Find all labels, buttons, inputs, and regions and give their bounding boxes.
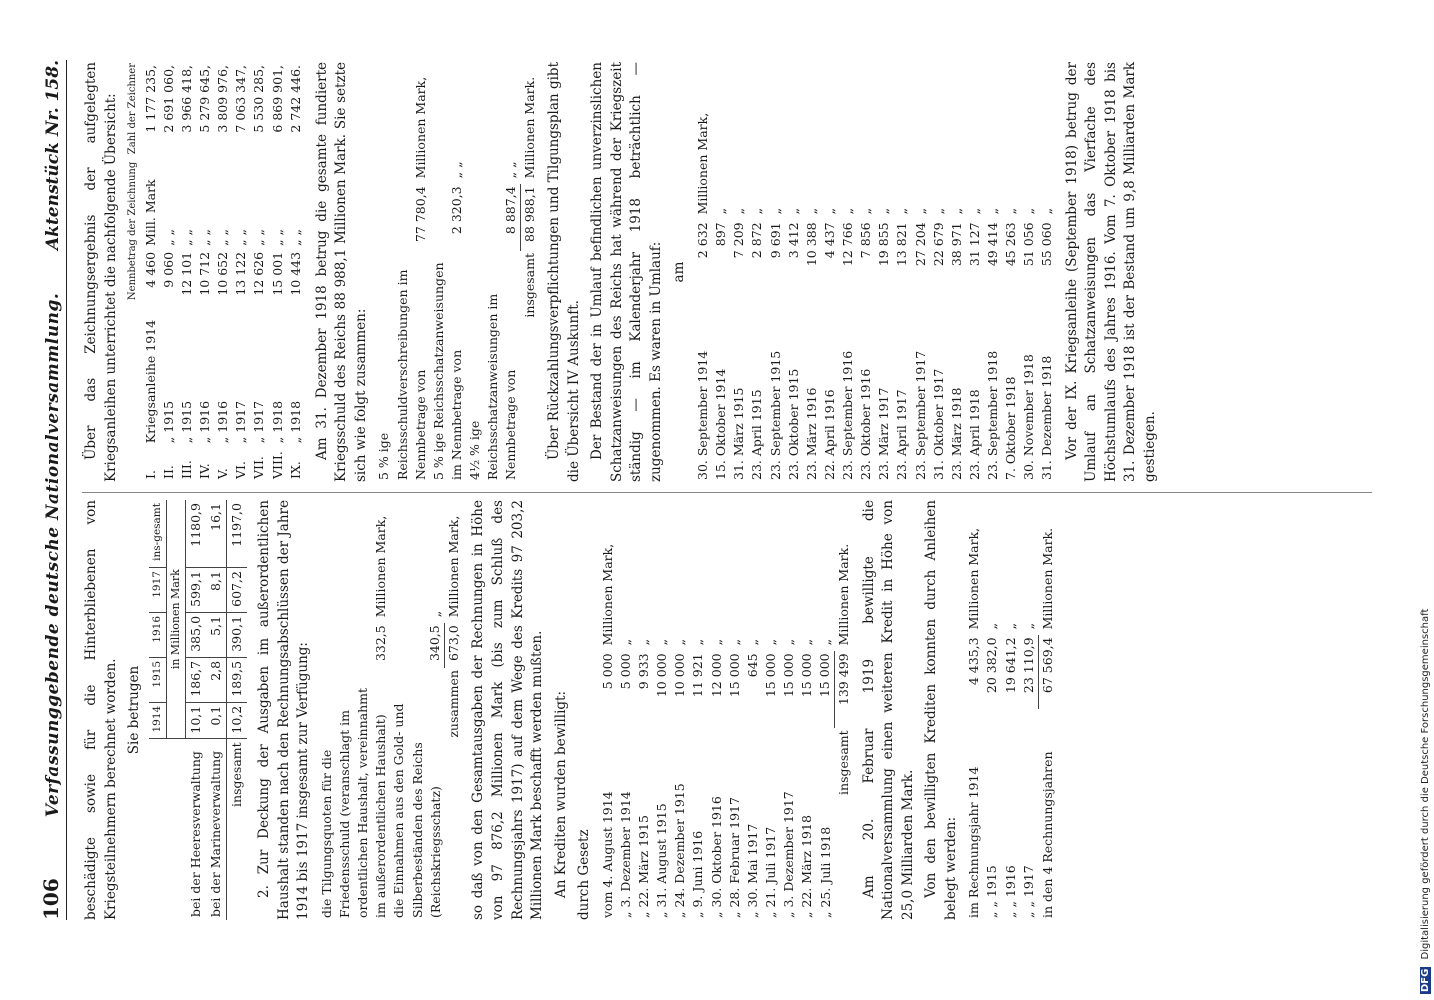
- sum-row: in den 4 Rechnungsjahren 67 569,4 Millionen Mark.: [1038, 500, 1057, 920]
- right-column: [82, 62, 1164, 482]
- table-row: „ 21. Juli 1917 15 000 „: [762, 638, 778, 918]
- table-row: 23. März 1918 38 971 „: [948, 207, 964, 480]
- table-row: 23. Oktober 1915 3 412 „: [785, 207, 801, 480]
- table-row: „ 3. Dezember 1914 5 000 „: [617, 638, 633, 918]
- table-row: „ 22. März 1918 15 000 „: [799, 638, 815, 918]
- para-tilgung: Über Rückzahlungsverpflichtungen und Tilgungsplan gibt die Übersicht IV Auskunft.: [546, 62, 582, 482]
- list-item: 5 % ige Reichsschuldverschreibungen im Nennbetrage von 77 780,4 Millionen Mark,: [376, 76, 428, 480]
- table-row: 23. September 1917 27 204 „: [912, 207, 928, 480]
- table-row: „ 22. März 1915 9 933 „: [636, 638, 652, 918]
- left-column: [82, 500, 1057, 920]
- table-row: II. „ 1915 9 060 „ „ 2 691 060,: [160, 65, 176, 479]
- page-header: [40, 60, 67, 920]
- table-row: V. „ 1916 10 652 „ „ 3 809 976,: [215, 65, 231, 479]
- column-divider: [82, 492, 1372, 493]
- para-kredit: so daß von den Gesamtausgaben der Rechnungen in Höhe von 97 876,2 Millionen Mark (bis zum Schluß des Rechnungsjahrs 1917) auf dem Wege des Kredits 97 203,2 Millionen Mark beschafft werden mußten.: [470, 500, 546, 920]
- table-row: 23. September 1915 9 691 „: [767, 207, 783, 480]
- col-header-nennbetrag: Nennbetrag der Zeichnung: [127, 161, 139, 301]
- table-row: 23. September 1918 49 414 „: [985, 207, 1000, 480]
- table-row: 31. Oktober 1917 22 679 „: [930, 207, 946, 480]
- col-header: 1916: [149, 612, 167, 657]
- kredite-heading: An Krediten wurden bewilligt:: [552, 690, 569, 898]
- table-row: „ 25. Juli 1918 15 000 „: [817, 638, 833, 918]
- table-row: 23. Oktober 1916 7 856 „: [858, 207, 874, 480]
- table-row: 23. März 1917 19 855 „: [876, 207, 892, 480]
- table-row: 23. April 1918 31 127 „: [966, 207, 982, 480]
- list-item: 5 % ige Reichsschatzanweisungen im Nennbetrage von 2 320,3 „ „: [430, 161, 464, 480]
- table-row: IV. „ 1916 10 712 „ „ 5 279 645,: [197, 65, 212, 479]
- table-row: 30. November 1918 51 056 „: [1021, 207, 1037, 480]
- col-header: 1914: [149, 702, 167, 739]
- right-intro: Über das Zeichnungsergebnis der aufgelegten Kriegsanleihen unterrichtet die nachfolgende Übersicht:: [83, 62, 119, 482]
- table-row: VII. „ 1917 12 626 „ „ 5 530 285,: [251, 65, 267, 479]
- table-row: „ „ 1917 23 110,9 „: [1020, 622, 1037, 918]
- table-row: „ 30. Mai 1917 645 „: [744, 638, 760, 918]
- dfg-credit-text: Digitalisierung gefördert durch die Deutsche Forschungsgemeinschaft: [1420, 608, 1431, 960]
- table-row: „ 9. Juni 1916 11 921 „: [690, 638, 706, 918]
- table-row: „ „ 1916 19 641,2 „: [1002, 622, 1018, 918]
- table-row: „ 30. Oktober 1916 12 000 „: [708, 638, 724, 918]
- para-final: Vor der IX. Kriegsanleihe (September 1918) betrug der Umlauf an Schatzanweisungen das Vierfache des Höchstumlaufs des Jahres 1916. Vom 7. Oktober 1918 bis 31. Dezember 1918 ist der Bestand um 9,8 Milliarden Mark gestiegen.: [1063, 62, 1158, 482]
- list-item: 4½ % ige Reichsschatzanweisungen im Nennbetrage von 8 887,4 „ „: [467, 161, 519, 480]
- table-row: im Rechnungsjahr 1914 4 435,3 Millionen Mark,: [966, 527, 982, 918]
- unit-label: in Millionen Mark: [166, 500, 185, 739]
- col-header: 1915: [149, 657, 167, 702]
- table-row: bei der Marineverwaltung 0,1 2,8 5,1 8,1 16,1: [206, 500, 227, 920]
- table-row: III. „ 1915 12 101 „ „ 3 966 418,: [178, 65, 194, 479]
- para-debt: Am 31. Dezember 1918 betrug die gesamte fundierte Kriegsschuld des Reichs 88 988,1 Millionen Mark. Sie setzte sich wie folgt zusammen:: [313, 62, 369, 482]
- table-row: 23. April 1917 13 821 „: [894, 207, 910, 480]
- table-row: „ 24. Dezember 1915 10 000 „: [672, 638, 688, 918]
- table-row: IX. „ 1918 10 443 „ „ 2 742 446.: [287, 65, 303, 479]
- sum-row: insgesamt 88 988,1 Millionen Mark.: [520, 62, 539, 482]
- list-item: die Tilgungsquoten für die Friedensschuld (veranschlagt im ordentlichen Haushalt, vereinnahmt im außerordentlichen Haushalt) 332,5 Millionen Mark,: [318, 515, 389, 918]
- debt-list: [375, 62, 539, 482]
- table-row: „ 3. Dezember 1917 15 000 „: [781, 638, 797, 918]
- anleihen-table: [965, 500, 1057, 920]
- para-anleihen: Von den bewilligten Krediten konnten durch Anleihen belegt werden:: [923, 500, 959, 920]
- table-row: VI. „ 1917 13 122 „ „ 7 063 347,: [233, 65, 249, 479]
- table-row: insgesamt 10,2 189,5 390,1 607,2 1197,0: [227, 500, 248, 920]
- table-row: „ „ 1915 20 382,0 „: [984, 622, 1000, 918]
- table-row: 23. September 1916 12 766 „: [840, 207, 855, 480]
- table-row: 30. September 1914 2 632 Millionen Mark,: [695, 112, 710, 480]
- bestand-table: [694, 62, 1057, 482]
- left-intro: beschädigte sowie für die Hinterbliebenen von Kriegsteilnehmern berechnet worden.: [83, 500, 119, 920]
- table-row: vom 4. August 1914 5 000 Millionen Mark,: [599, 543, 615, 918]
- table-row: „ 31. August 1915 10 000 „: [654, 638, 670, 918]
- sum-row: insgesamt 139 499 Millionen Mark.: [835, 500, 854, 920]
- col-header: ins-gesamt: [149, 500, 167, 568]
- table-row: 22. April 1916 4 437 „: [821, 207, 837, 480]
- table-row: 31. Dezember 1918 55 060 „: [1039, 207, 1055, 480]
- dfg-credit: [1418, 0, 1434, 1000]
- table-row: 7. Oktober 1918 45 263 „: [1003, 207, 1019, 480]
- expense-table: [149, 500, 248, 920]
- durch-gesetz: durch Gesetz: [576, 829, 593, 920]
- table-row: 15. Oktober 1914 897 „: [713, 207, 729, 480]
- credits-table: [599, 500, 854, 920]
- dfg-logo: DFG: [1420, 968, 1431, 992]
- sie-betrugen: Sie betrugen: [126, 665, 143, 755]
- table-row: 23. März 1916 10 388 „: [803, 207, 819, 480]
- running-title: Verfassunggebende deutsche Nationalversammlung.: [43, 292, 64, 818]
- para-februar: Am 20. Februar 1919 bewilligte die Nationalversammlung einen weiteren Kredit in Höhe von 25,0 Milliarden Mark.: [860, 500, 916, 920]
- table-row: VIII. „ 1918 15 001 „ „ 6 869 901,: [269, 65, 285, 479]
- table-row: I. Kriegsanleihe 1914 4 460 Mill. Mark 1 177 235,: [142, 65, 158, 479]
- table-row: 23. April 1915 2 872 „: [749, 207, 765, 480]
- table-row: bei der Heeresverwaltung 10,1 186,7 385,0 599,1 1180,9: [185, 500, 206, 920]
- list-item: die Einnahmen aus den Gold- und Silberbeständen des Reichs (Reichskriegsschatz) 340,5 „: [391, 610, 443, 918]
- am-label: am: [671, 261, 688, 283]
- para-deckung: 2. Zur Deckung der Ausgaben im außerordentlichen Haushalt standen nach den Rechnungsabschlüssen der Jahre 1914 bis 1917 insgesamt zur Verfügung:: [256, 500, 312, 920]
- col-header: 1917: [149, 568, 167, 613]
- page-number: 106: [39, 878, 63, 920]
- para-bestand: Der Bestand der in Umlauf befindlichen unverzinslichen Schatzanweisungen des Reichs hat während der Kriegszeit ständig — im Kalenderjahr 1918 beträchtlich — zugenommen. Es waren in Umlauf:: [589, 62, 664, 482]
- cover-list: [318, 500, 464, 920]
- table-row: 31. März 1915 7 209 „: [731, 207, 747, 480]
- sum-row: zusammen 673,0 Millionen Mark,: [445, 500, 464, 920]
- document-number: Aktenstück Nr. 158.: [43, 60, 64, 251]
- table-row: „ 28. Februar 1917 15 000 „: [726, 638, 742, 918]
- col-header-zahl: Zahl der Zeichner: [127, 63, 139, 155]
- loans-table: [125, 62, 305, 482]
